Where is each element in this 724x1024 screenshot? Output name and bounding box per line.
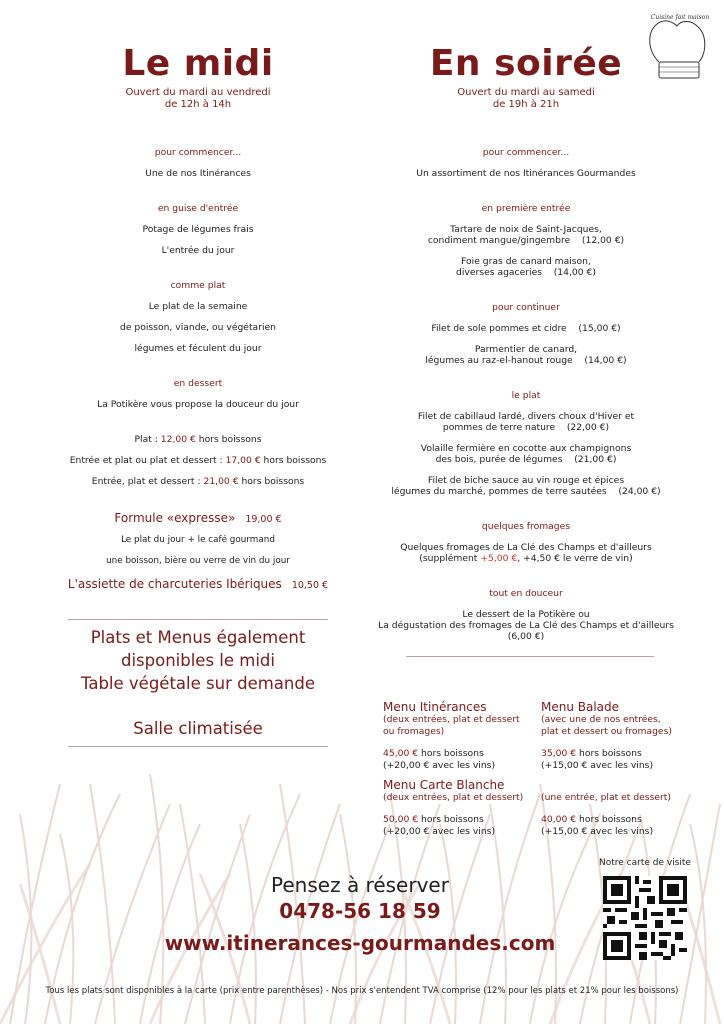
footer-note: Tous les plats sont disponibles à la carte (prix entre parenthèses) - Nos prix s'entendent TVA comprise (12% pour les plats et 21% pour les boissons) [45, 986, 679, 996]
menu-item: Filet de biche sauce au vin rouge et épices légumes du marché, pommes de terre sautées (24,00 €) [391, 475, 661, 497]
midi-title: Le midi [122, 43, 274, 84]
divider [68, 619, 328, 620]
divider [406, 656, 654, 657]
menu-item: Quelques fromages de La Clé des Champs et d'ailleurs (supplément +5,00 €, +4,50 € le verre de vin) [400, 542, 652, 564]
svg-text:Cuisine fait maison: Cuisine fait maison [650, 14, 710, 21]
section-heading: pour commencer... [154, 147, 242, 158]
menu-item: Le dessert de la Potikère ou La dégustation des fromages de La Clé des Champs et d'ailleurs (6,00 €) [378, 609, 674, 642]
menus-grid [383, 700, 683, 838]
midi-column [60, 0, 336, 747]
soiree-title: En soirée [429, 43, 623, 84]
notice-line: Plats et Menus également [90, 628, 306, 647]
menu-item: légumes et féculent du jour [134, 343, 262, 354]
section-heading: quelques fromages [481, 521, 571, 532]
section-heading: pour commencer... [482, 147, 570, 158]
notice-line: Table végétale sur demande [81, 674, 315, 693]
menu-balade-variant: (une entrée, plat et dessert) 40,00 € hors boissons (+15,00 € avec les vins) [541, 792, 671, 837]
menu-item: L'entrée du jour [161, 245, 235, 256]
formule-line: Le plat du jour + le café gourmand [121, 535, 275, 545]
qr-code-icon[interactable] [603, 876, 687, 960]
menu-item: de poisson, viande, ou végétarien [119, 322, 276, 333]
menu-itinerances: Menu Itinérances (deux entrées, plat et dessert ou fromages) 45,00 € hors boissons (+20,00 € avec les vins) [383, 700, 520, 771]
soiree-times: de 19h à 21h [492, 99, 560, 110]
section-heading: le plat [511, 390, 541, 401]
menu-balade: Menu Balade (avec une de nos entrées, plat et dessert ou fromages) 35,00 € hors boissons (+15,00 € avec les vins) [541, 700, 672, 771]
soiree-days: Ouvert du mardi au samedi [457, 87, 595, 98]
website-link[interactable]: www.itinerances-gourmandes.com [164, 931, 556, 955]
price-line: Entrée et plat ou plat et dessert : 17,00 € hors boissons [69, 455, 327, 466]
menu-item: Foie gras de canard maison, diverses agaceries (14,00 €) [456, 256, 596, 278]
menu-item: Un assortiment de nos Itinérances Gourmandes [416, 168, 636, 179]
menu-item: Potage de légumes frais [142, 224, 254, 235]
menu-item: Filet de sole pommes et cidre (15,00 €) [431, 323, 621, 334]
assiette-charcuteries: L'assiette de charcuteries Ibériques 10,50 € [67, 577, 329, 591]
soiree-hours [376, 87, 676, 111]
menu-item: Une de nos Itinérances [145, 168, 251, 179]
menu-item: La Potikère vous propose la douceur du jour [97, 399, 299, 410]
section-heading: en guise d'entrée [157, 203, 239, 214]
price-line: Plat : 12,00 € hors boissons [134, 434, 262, 445]
menu-item: Parmentier de canard, légumes au raz-el-hanout rouge (14,00 €) [425, 344, 627, 366]
section-heading: tout en douceur [489, 588, 563, 599]
midi-days: Ouvert du mardi au vendredi [125, 87, 271, 98]
midi-hours [60, 87, 336, 111]
reserve-text: Pensez à réserver [271, 873, 449, 897]
section-heading: en dessert [173, 378, 223, 389]
midi-times: de 12h à 14h [164, 99, 232, 110]
menu-item: Volaille fermière en cocotte aux champignons des bois, purée de légumes (21,00 €) [420, 443, 632, 465]
divider [68, 746, 328, 747]
section-heading: en première entrée [481, 203, 571, 214]
menu-item: Tartare de noix de Saint-Jacques, condiment mangue/gingembre (12,00 €) [427, 224, 625, 246]
section-heading: pour continuer [492, 302, 560, 313]
section-heading: comme plat [170, 280, 226, 291]
menu-item: Filet de cabillaud lardé, divers choux d'Hiver et pommes de terre nature (22,00 €) [417, 411, 635, 433]
menu-carte-blanche: Menu Carte Blanche (deux entrées, plat et dessert) 50,00 € hors boissons (+20,00 € avec les vins) [383, 778, 524, 837]
reservation-block [150, 872, 570, 958]
qr-block [590, 858, 700, 964]
notice-line: disponibles le midi [120, 651, 275, 670]
menu-item: Le plat de la semaine [148, 301, 248, 312]
phone-number[interactable]: 0478-56 18 59 [279, 899, 441, 923]
qr-label: Notre carte de visite [599, 858, 691, 868]
notice-line: Salle climatisée [133, 719, 263, 738]
formule-line: une boisson, bière ou verre de vin du jour [106, 556, 290, 566]
soiree-column [376, 0, 676, 657]
price-line: Entrée, plat et dessert : 21,00 € hors boissons [91, 476, 305, 487]
formule-expresse: Formule «expresse» 19,00 € [114, 511, 282, 525]
